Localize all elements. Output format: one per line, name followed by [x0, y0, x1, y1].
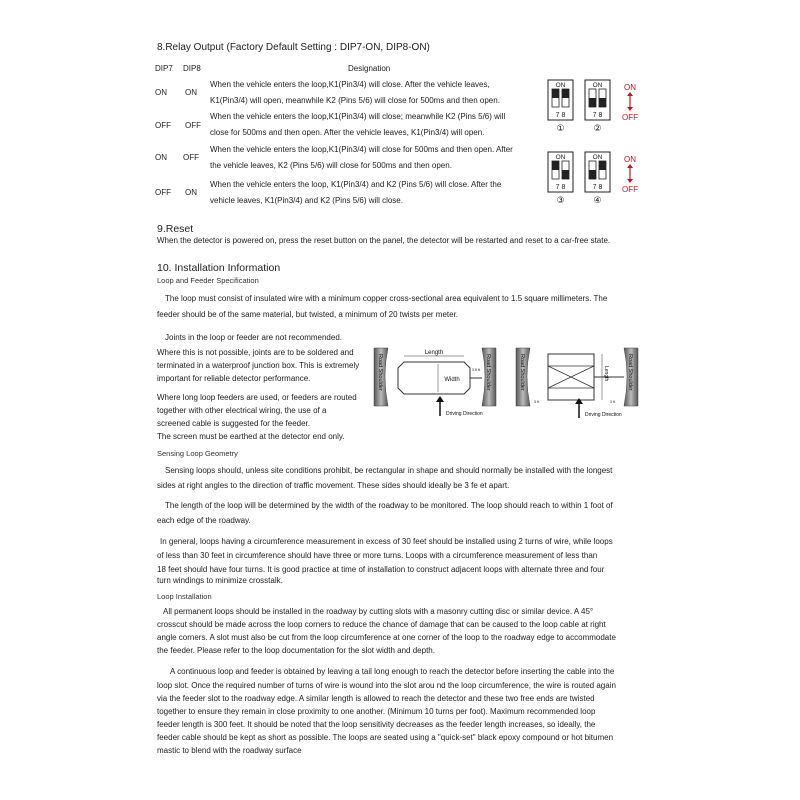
dip-switch-diagrams — [540, 76, 645, 216]
installation-line-4: the feeder. Please refer to the loop documentation for the slot width and depth. — [157, 646, 435, 655]
col-dip8-header: DIP8 — [183, 64, 201, 73]
row4-dip8: ON — [185, 188, 197, 197]
dip-switch-4-icon — [585, 152, 610, 192]
row1-dip8: ON — [185, 88, 197, 97]
arrow-down-icon — [627, 179, 633, 183]
row1-text-2: K1(Pin3/4) will open, meanwhile K2 (Pins 5/6) will close for 500ms and then open. — [210, 96, 500, 105]
row2-text-2: close for 500ms and then open. After the vehicle leaves, K1(Pin3/4) will open. — [210, 128, 485, 137]
svg-text:Driving Direction: Driving Direction — [585, 412, 622, 418]
row3-text-1: When the vehicle enters the loop,K1(Pin3/4) will close for 500ms and then open. After — [210, 145, 513, 154]
row4-dip7: OFF — [155, 188, 171, 197]
row1-text-1: When the vehicle enters the loop,K1(Pin3/4) will close. After the vehicle leaves, — [210, 80, 490, 89]
svg-text:Road Shoulder: Road Shoulder — [377, 354, 383, 391]
reset-title: 9.Reset — [157, 223, 194, 235]
row2-text-1: When the vehicle enters the loop,K1(Pin3/4) will close; meanwhile K2 (Pins 5/6) will — [210, 112, 506, 121]
svg-text:7 8: 7 8 — [555, 184, 566, 191]
loop-diagram-right — [516, 348, 638, 418]
reset-text: When the detector is powered on, press the reset button on the panel, the detector will be restarted and reset to a car-free state. — [157, 236, 611, 245]
joints-line-3: terminated in a waterproof junction box. This is extremely — [157, 361, 360, 370]
joints-line-2: Where this is not possible, joints are to be soldered and — [157, 348, 354, 357]
continuous-line-4: together to ensure they remain in close proximity to one another. (Minimum 10 turns per foot). Maximum recommended loop — [157, 707, 596, 716]
joints-line-1: Joints in the loop or feeder are not recommended. — [165, 333, 342, 342]
col-dip7-header: DIP7 — [155, 64, 173, 73]
installation-line-2: crosscut should be made across the loop corners to reduce the chance of damage that can be caused to the loop cable at right — [157, 620, 606, 629]
general-line-2: of less than 30 feet in circumference should have three or more turns. Loops with a circumference measurement of less than — [157, 551, 598, 560]
relay-title: 8.Relay Output (Factory Default Setting : DIP7-ON, DIP8-ON) — [157, 42, 430, 53]
feeders-line-1: Where long loop feeders are used, or feeders are routed — [157, 393, 357, 402]
loop-diagram-left — [374, 348, 496, 417]
row1-dip7: ON — [155, 88, 167, 97]
dip-switch-2-number: ② — [593, 124, 602, 134]
installation-line-1: All permanent loops should be installed in the roadway by cutting slots with a masonry cutting disc or similar device. A 45° — [163, 607, 594, 616]
continuous-line-7: mastic to blend with the roadway surface — [157, 746, 302, 755]
on-off-legend-bottom — [622, 155, 638, 194]
svg-text:ON: ON — [555, 154, 566, 161]
general-line-3: 18 feet should have four turns. It is good practice at time of installation to construct adjacent loops with alternate three and four — [157, 565, 605, 574]
row4-text-2: vehicle leaves, K1(Pin3/4) and K2 (Pins 5/6) will close. — [210, 196, 403, 205]
svg-text:OFF: OFF — [622, 185, 638, 194]
svg-text:3.5 ft: 3.5 ft — [472, 368, 480, 372]
arrow-up-icon — [627, 164, 633, 168]
continuous-line-3: via the feeder slot to the roadway edge. A similar length is allowed to reach the detector and these two free ends are twisted — [157, 694, 595, 703]
dip-switch-1-number: ① — [556, 124, 565, 134]
continuous-line-1: A continuous loop and feeder is obtained by leaving a tail long enough to reach the detector before inserting the cable into the — [170, 667, 615, 676]
row2-dip7: OFF — [155, 121, 171, 130]
svg-text:7 8: 7 8 — [592, 112, 603, 119]
feeders-line-4: The screen must be earthed at the detector end only. — [157, 432, 345, 441]
on-off-legend-top — [622, 83, 638, 122]
svg-text:Road Shoulder: Road Shoulder — [485, 354, 491, 391]
svg-text:ON: ON — [624, 155, 636, 164]
dip-switch-4-number: ④ — [593, 196, 602, 206]
dip-switch-3-icon — [548, 152, 573, 192]
loop-layout-diagrams — [372, 340, 640, 424]
continuous-line-6: feeder cable should be kept as short as possible. The loops are seated using a "quick-set" black epoxy compound or hot bitumen — [157, 733, 614, 742]
driving-direction-arrow-icon — [436, 396, 444, 402]
col-designation-header: Designation — [348, 64, 391, 73]
feeders-line-2: together with other electrical wiring, the use of a — [157, 406, 327, 415]
install-title: 10. Installation Information — [157, 262, 281, 274]
row3-text-2: the vehicle leaves, K2 (Pins 5/6) will close for 500ms and then open. — [210, 161, 452, 170]
dip-switch-3-number: ③ — [556, 196, 565, 206]
row2-dip8: OFF — [185, 121, 201, 130]
subheading-geometry: Sensing Loop Geometry — [157, 449, 238, 458]
length-line-1: The length of the loop will be determined by the width of the roadway to be monitored. The loop should reach to within 1 foot of — [165, 501, 613, 510]
svg-text:ON: ON — [624, 83, 636, 92]
svg-text:ON: ON — [592, 82, 603, 89]
subheading-loop-installation: Loop Installation — [157, 592, 212, 601]
svg-text:Length: Length — [424, 350, 444, 356]
loop-spec-line-2: feeder should be of the same material, but twisted, a minimum of 20 twists per meter. — [157, 310, 459, 319]
geometry-line-2: sides at right angles to the direction of traffic movement. These sides should ideally be 3 fe et apart. — [157, 481, 510, 490]
geometry-line-1: Sensing loops should, unless site conditions prohibit, be rectangular in shape and should normally be installed with the longest — [165, 466, 613, 475]
svg-text:Road Shoulder: Road Shoulder — [627, 354, 633, 391]
arrow-down-icon — [627, 107, 633, 111]
general-line-1: In general, loops having a circumference measurement in excess of 30 feet should be installed using 2 turns of wire, while loops — [160, 537, 613, 546]
feeders-line-3: screened cable is suggested for the feeder. — [157, 419, 310, 428]
loop-spec-line-1: The loop must consist of insulated wire with a minimum copper cross-sectional area equivalent to 1.5 square millimeters. The — [165, 294, 608, 303]
svg-text:ON: ON — [592, 154, 603, 161]
svg-text:7 8: 7 8 — [592, 184, 603, 191]
svg-text:Driving Direction: Driving Direction — [446, 411, 483, 417]
svg-text:3 ft: 3 ft — [610, 400, 615, 404]
continuous-line-5: feeder length is 300 feet. It should be noted that the loop sensitivity decreases as the feeder length increases, so ideally, the — [157, 720, 596, 729]
dip-switch-2-icon — [585, 80, 610, 120]
subheading-loop-feeder: Loop and Feeder Specification — [157, 276, 259, 285]
joints-line-4: important for reliable detector performance. — [157, 374, 311, 383]
svg-text:Width: Width — [444, 377, 460, 383]
svg-text:7 8: 7 8 — [555, 112, 566, 119]
general-line-4: turn windings to minimize crosstalk. — [157, 576, 283, 585]
continuous-line-2: loop slot. Once the required number of turns of wire is wound into the slot arou nd the loop circumference, the wire is routed again — [157, 681, 616, 690]
svg-text:3 ft: 3 ft — [534, 400, 539, 404]
length-line-2: each edge of the roadway. — [157, 516, 251, 525]
arrow-up-icon — [627, 92, 633, 96]
installation-line-3: angle corners. A slot must also be cut from the loop circumference at one corner of the loop to the roadway edge to accommodate — [157, 633, 616, 642]
row3-dip8: OFF — [183, 153, 199, 162]
svg-text:Road Shoulder: Road Shoulder — [519, 354, 525, 391]
row3-dip7: ON — [155, 153, 167, 162]
svg-text:Length: Length — [603, 366, 609, 382]
dip-switch-1-icon — [548, 80, 573, 120]
row4-text-1: When the vehicle enters the loop, K1(Pin3/4) and K2 (Pins 5/6) will close. After the — [210, 180, 502, 189]
svg-text:ON: ON — [555, 82, 566, 89]
svg-text:OFF: OFF — [622, 113, 638, 122]
